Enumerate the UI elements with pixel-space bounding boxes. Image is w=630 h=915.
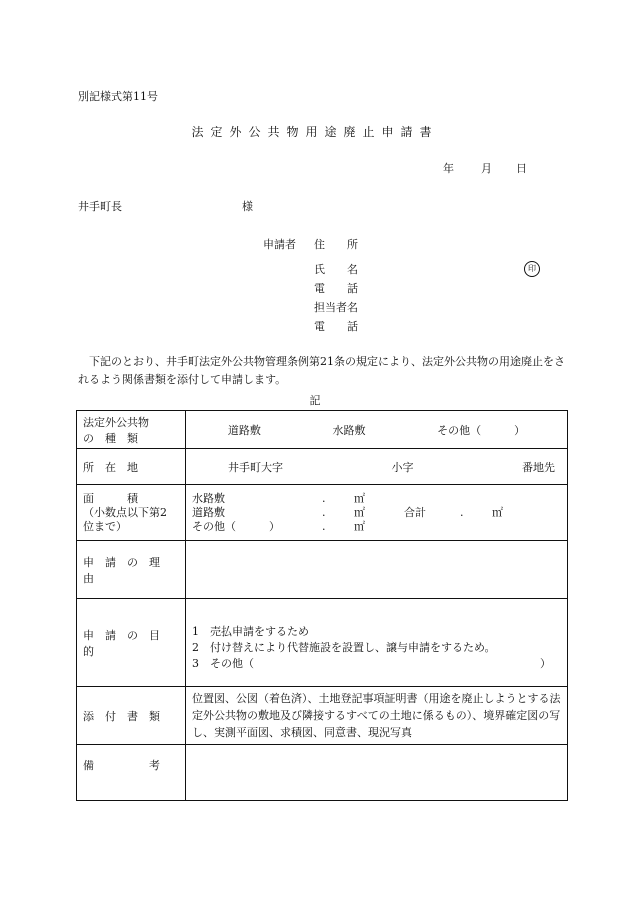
purpose-label-text: 申 請 の 目 的: [83, 628, 171, 658]
area-other-unit: ㎡: [354, 519, 365, 533]
area-row-waterway: [192, 492, 561, 506]
area-total-unit: ㎡: [492, 505, 503, 519]
location-label-text: 所 在 地: [83, 460, 138, 474]
type-label: [77, 411, 186, 449]
row-purpose: [77, 599, 568, 687]
location-banchi: 番地先: [522, 460, 555, 474]
request-statement-text: 下記のとおり、井手町法定外公共物管理条例第21条の規定により、法定外公共物の用途廃止をされるよう関係書類を添付して申請します。: [78, 355, 565, 386]
contact-person-label: 担当者名: [314, 301, 358, 314]
type-values: [186, 411, 568, 449]
area-label-line3: 位まで）: [83, 519, 127, 533]
applicant-phone-label: 電 話: [314, 282, 358, 295]
location-koaza: 小字: [391, 460, 414, 474]
row-remarks: [77, 745, 568, 801]
row-type: [77, 411, 568, 449]
area-total-label: 合計: [404, 505, 426, 519]
type-road: 道路敷: [227, 423, 261, 437]
area-road-dot: .: [322, 505, 326, 519]
area-row-other: [192, 520, 561, 534]
attachments-label-text: 添 付 書 類: [83, 709, 160, 723]
location-oaza: 井手町大字: [228, 460, 283, 474]
page-title: 法定外公共物用途廃止申請書: [191, 125, 439, 139]
purpose-item-2: 2 付け替えにより代替施設を設置し、譲与申請をするため。: [192, 640, 496, 654]
row-reason: [77, 541, 568, 599]
type-other: その他（ ）: [437, 423, 526, 437]
area-other-dot: .: [322, 519, 326, 533]
applicant-label: 申請者: [263, 238, 296, 251]
date-month: 月: [481, 162, 492, 175]
type-label-line2: の 種 類: [83, 431, 138, 445]
remarks-label-text: 備 考: [83, 759, 160, 772]
area-label: [77, 485, 186, 541]
row-area: [77, 485, 568, 541]
area-total-dot: .: [460, 505, 464, 519]
type-label-line1: 法定外公共物: [83, 415, 149, 429]
reason-label-text: 申 請 の 理 由: [83, 555, 171, 585]
area-label-line1: 面 積: [83, 491, 138, 505]
application-table: [76, 410, 568, 801]
form-number: 別記様式第11号: [78, 90, 158, 103]
applicant-name-label: 氏 名: [314, 263, 358, 276]
addressee-honorific: 様: [242, 200, 253, 213]
request-statement: [78, 353, 568, 389]
row-attachments: [77, 687, 568, 745]
seal-mark: 印: [524, 261, 540, 277]
purpose-item-1: 1 売払申請をするため: [192, 624, 309, 638]
row-location: [77, 449, 568, 485]
area-waterway-dot: .: [322, 491, 326, 505]
date-year: 年: [443, 162, 454, 175]
purpose-item-3: 3 その他（ ）: [192, 656, 551, 670]
area-label-line2: （小数点以下第2: [83, 505, 167, 519]
location-values: [186, 449, 568, 485]
area-road-label: 道路敷: [192, 505, 225, 519]
addressee-name: 井手町長: [78, 200, 122, 213]
ki-marker: 記: [309, 394, 321, 407]
area-values: [186, 485, 568, 541]
location-label: [77, 449, 186, 485]
type-waterway: 水路敷: [332, 423, 366, 437]
remarks-label: [77, 745, 186, 801]
reason-value[interactable]: [186, 541, 568, 599]
remarks-value[interactable]: [186, 745, 568, 801]
contact-phone-label: 電 話: [314, 320, 358, 333]
reason-label: [77, 541, 186, 599]
applicant-address-label: 住 所: [314, 238, 358, 251]
attachments-text: 位置図、公図（着色済）、土地登記事項証明書（用途を廃止しようとする法定外公共物の敷地及び隣接するすべての土地に係るもの）、境界確定図の写し、実測平面図、求積図、同意書、現況写真: [186, 687, 568, 745]
date-day: 日: [516, 162, 527, 175]
purpose-label: [77, 599, 186, 687]
area-waterway-label: 水路敷: [192, 491, 225, 505]
attachments-label: [77, 687, 186, 745]
area-road-unit: ㎡: [354, 505, 365, 519]
area-row-road: [192, 506, 561, 520]
area-other-label: その他（ ）: [192, 519, 280, 533]
purpose-values: [186, 599, 568, 687]
area-waterway-unit: ㎡: [354, 491, 365, 505]
